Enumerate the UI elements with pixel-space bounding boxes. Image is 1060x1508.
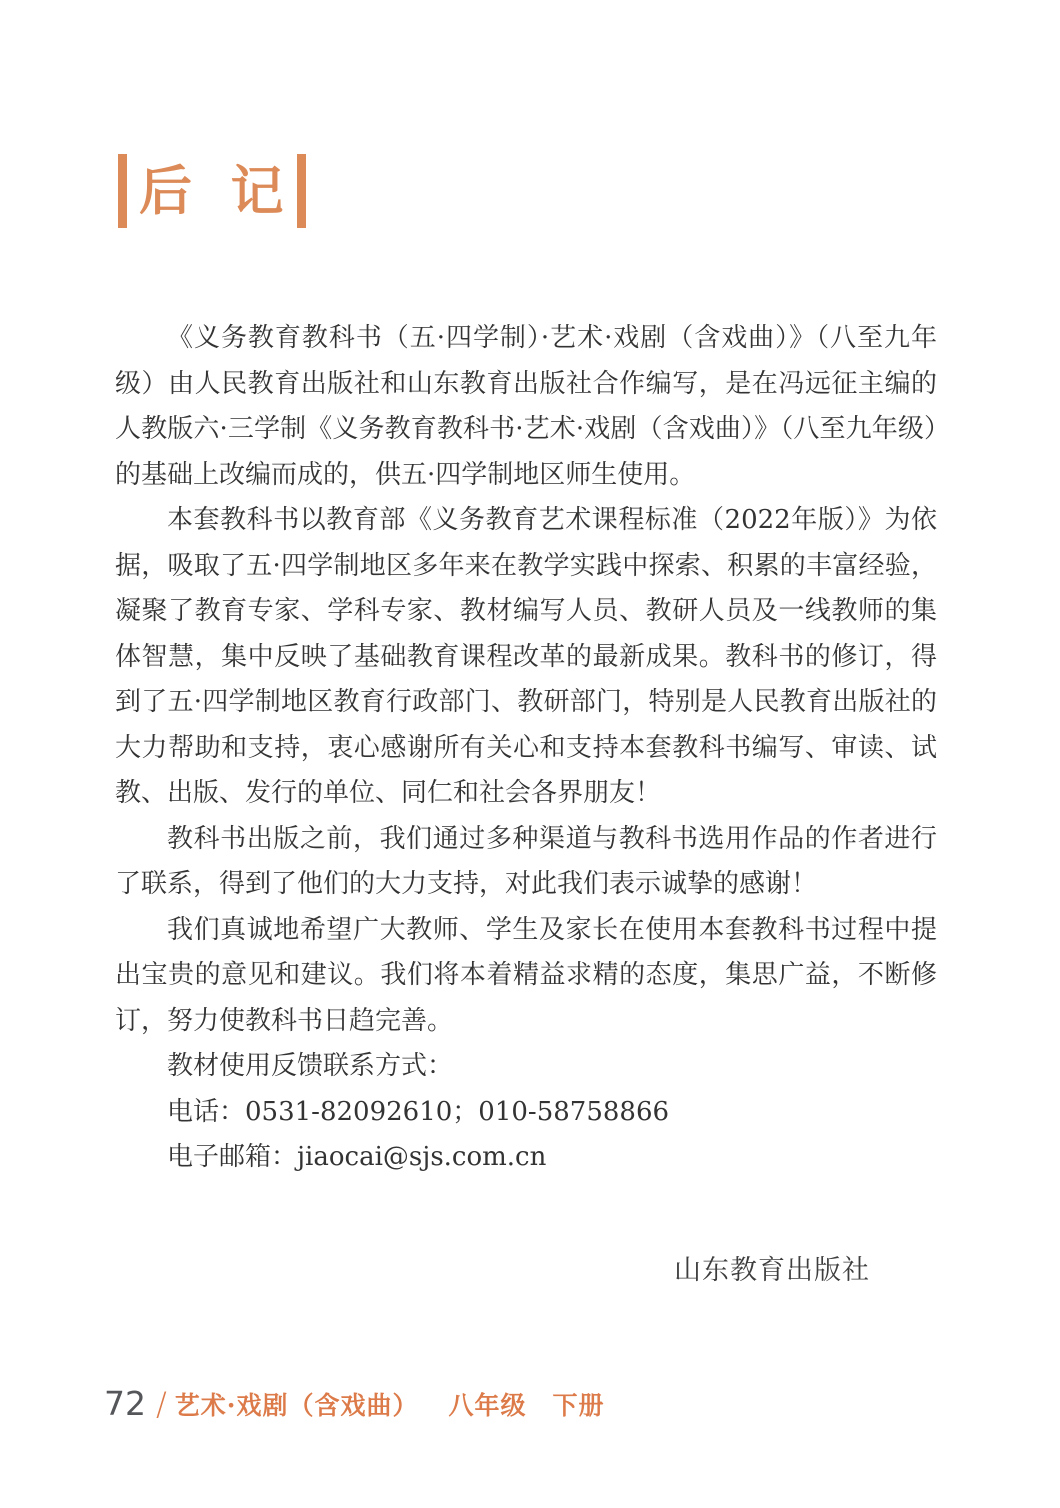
body-paragraph-4: 我们真诚地希望广大教师、学生及家长在使用本套教科书过程中提出宝贵的意见和建议。我们将本着精益求精的态度，集思广益，不断修订，努力使教科书日趋完善。 — [115, 914, 937, 1036]
footer-volume: 下册 — [552, 1390, 605, 1420]
title-left-bar — [118, 154, 127, 228]
body-paragraph-2: 本套教科书以教育部《义务教育艺术课程标准（2022年版）》为依据，吸取了五·四学制地区多年来在教学实践中探索、积累的丰富经验，凝聚了教育专家、学科专家、教材编写人员、教研人员及一线教师的集体智慧，集中反映了基础教育课程改革的最新成果。教科书的修订，得到了五·四学制地区教育行政部门、教研部门，特别是人民教育出版社的大力帮助和支持，衷心感谢所有关心和支持本套教科书编写、审读、试教、出版、发行的单位、同仁和社会各界朋友！ — [115, 505, 937, 808]
contact-phone: 电话：0531-82092610；010-58758866 — [167, 1096, 670, 1127]
contact-heading: 教材使用反馈联系方式： — [167, 1051, 454, 1081]
footer-separator: / — [156, 1384, 167, 1423]
page-number: 72 — [104, 1384, 146, 1423]
body-paragraph-1: 《义务教育教科书（五·四学制）·艺术·戏剧（含戏曲）》（八至九年级）由人民教育出版社和山东教育出版社合作编写，是在冯远征主编的人教版六·三学制《义务教育教科书·艺术·戏剧（含戏曲）》（八至九年级）的基础上改编而成的，供五·四学制地区师生使用。 — [115, 323, 937, 490]
page-footer — [104, 1384, 605, 1423]
footer-grade: 八年级 — [448, 1390, 527, 1420]
publisher-signature: 山东教育出版社 — [674, 1255, 870, 1286]
title-right-bar — [297, 154, 306, 228]
body-paragraph-3: 教科书出版之前，我们通过多种渠道与教科书选用作品的作者进行了联系，得到了他们的大力支持，对此我们表示诚挚的感谢！ — [115, 823, 937, 899]
footer-series-title: 艺术·戏剧（含戏曲） — [174, 1390, 419, 1420]
contact-email: 电子邮箱：jiaocai@sjs.com.cn — [167, 1142, 547, 1172]
body-text — [115, 316, 937, 1181]
section-title-block — [118, 154, 306, 228]
page-title: 后 记 — [139, 160, 286, 222]
